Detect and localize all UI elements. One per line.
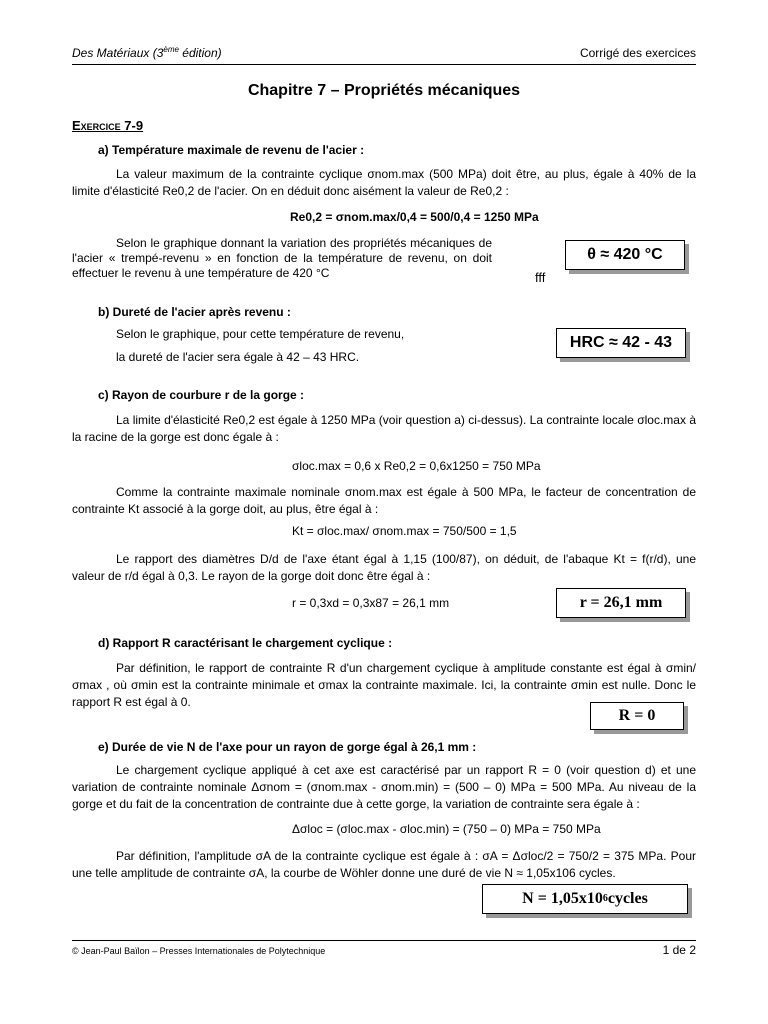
- section-a-title: a) Température maximale de revenu de l'acier :: [98, 143, 365, 157]
- section-c-result-box: r = 26,1 mm: [556, 588, 686, 618]
- exercise-title: Exercice 7-9: [72, 118, 144, 133]
- section-a-para2: Selon le graphique donnant la variation des propriétés mécaniques de l'acier « trempé-revenu » en fonction de la température de revenu, on doit effectuer le revenu à une température de 420 °C: [72, 236, 492, 280]
- section-c-equation2: Kt = σloc.max/ σnom.max = 750/500 = 1,5: [292, 524, 517, 538]
- footer-left: © Jean-Paul Baïlon – Presses Internationales de Polytechnique: [72, 946, 326, 956]
- section-d-title: d) Rapport R caractérisant le chargement cyclique :: [98, 636, 393, 650]
- chapter-title: Chapitre 7 – Propriétés mécaniques: [247, 82, 521, 99]
- footer-right: 1 de 2: [662, 943, 696, 957]
- header-title: Des Matériaux (3: [72, 46, 164, 60]
- section-e-result-box: N = 1,05x10 6 cycles: [482, 884, 688, 914]
- section-d-result-box: R = 0: [590, 702, 684, 730]
- section-c-title: c) Rayon de courbure r de la gorge :: [98, 388, 305, 402]
- section-c-para3: Le rapport des diamètres D/d de l'axe étant égal à 1,15 (100/87), on déduit, de l'abaque Kt = f(r/d), une valeur de r/d égal à 0,3. Le rayon de la gorge doit donc être égal à :: [72, 552, 696, 583]
- section-b-title: b) Dureté de l'acier après revenu :: [98, 305, 291, 319]
- section-b-result-box: HRC ≈ 42 - 43: [556, 328, 686, 358]
- section-c-para2: Comme la contrainte maximale nominale σnom.max est égale à 500 MPa, le facteur de concentration de contrainte Kt associé à la gorge doit, au plus, être égal à :: [72, 485, 696, 516]
- section-a-stray-text: fff: [535, 270, 546, 285]
- section-a-result-box: θ ≈ 420 °C: [565, 240, 685, 270]
- section-a-equation: Re0,2 = σnom.max/0,4 = 500/0,4 = 1250 MPa: [290, 210, 539, 224]
- header-right: Corrigé des exercices: [579, 46, 696, 60]
- section-e-para1: Le chargement cyclique appliqué à cet axe est caractérisé par un rapport R = 0 (voir question d) et une variation de contrainte nominale Δσnom = (σnom.max - σnom.min) = (500 – 0) MPa = 500 MPa. Au niveau de la gorge et du fait de la concentration de contrainte due à cette gorge, la variation de contrainte sera égale à :: [72, 763, 696, 811]
- header-title-tail: édition): [178, 46, 222, 60]
- section-e-para2: Par définition, l'amplitude σA de la contrainte cyclique est égale à : σA = Δσloc/2 = 750/2 = 375 MPa. Pour une telle amplitude de contrainte σA, la courbe de Wöhler donne une duré de vie N ≈ 1,05x106 cycles.: [72, 849, 696, 880]
- section-e-title: e) Durée de vie N de l'axe pour un rayon de gorge égal à 26,1 mm :: [98, 740, 477, 754]
- section-b-line2: la dureté de l'acier sera égale à 42 – 43 HRC.: [116, 350, 360, 364]
- header-rule: [72, 64, 696, 65]
- section-a-para1: La valeur maximum de la contrainte cyclique σnom.max (500 MPa) doit être, au plus, égale à 40% de la limite d'élasticité Re0,2 de l'acier. On en déduit donc aisément la valeur de Re0,2 :: [72, 167, 696, 198]
- footer-rule: [72, 940, 696, 941]
- section-e-result-main: N = 1,05x10: [522, 890, 603, 907]
- section-e-result-tail: cycles: [607, 890, 648, 907]
- header-edition-sup: ème: [163, 45, 179, 54]
- section-d-para1: Par définition, le rapport de contrainte R d'un chargement cyclique à amplitude constante est égal à σmin/ σmax , où σmin est la contrainte minimale et σmax la contrainte maximale. Ici, la contrainte σmin est nulle. Donc le rapport R est égal à 0.: [72, 661, 696, 709]
- section-c-equation1: σloc.max = 0,6 x Re0,2 = 0,6x1250 = 750 MPa: [292, 459, 541, 473]
- header-left: [72, 46, 222, 60]
- section-c-para1: La limite d'élasticité Re0,2 est égale à 1250 MPa (voir question a) ci-dessus). La contrainte locale σloc.max à la racine de la gorge est donc égale à :: [72, 413, 696, 444]
- section-e-equation1: Δσloc = (σloc.max - σloc.min) = (750 – 0) MPa = 750 MPa: [292, 822, 601, 836]
- section-b-line1: Selon le graphique, pour cette température de revenu,: [116, 327, 405, 341]
- section-c-equation3: r = 0,3xd = 0,3x87 = 26,1 mm: [292, 596, 450, 610]
